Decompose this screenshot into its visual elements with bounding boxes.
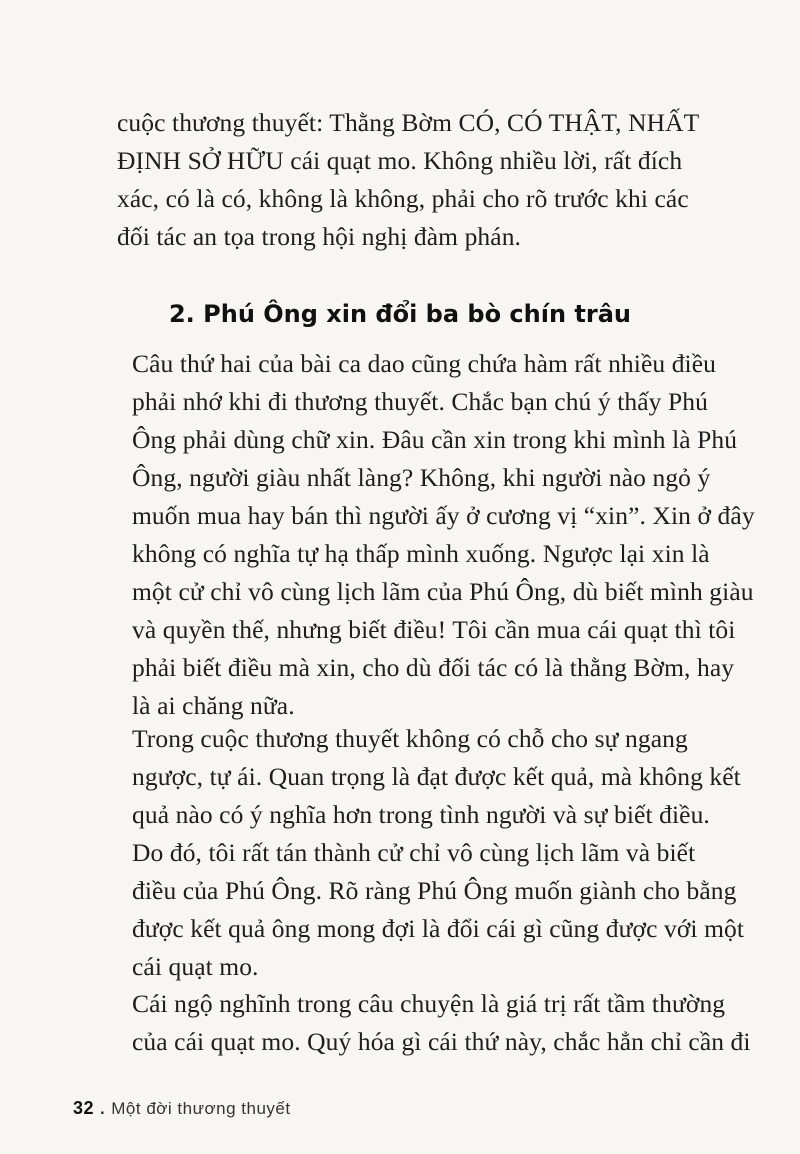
text-line: Trong cuộc thương thuyết không có chỗ cho sự ngang xyxy=(132,724,688,753)
text-line: được kết quả ông mong đợi là đổi cái gì cũng được với một xyxy=(132,914,745,943)
text-line: Câu thứ hai của bài ca dao cũng chứa hàm rất nhiều điều xyxy=(132,349,717,378)
page-footer xyxy=(73,1098,291,1119)
text-line: phải nhớ khi đi thương thuyết. Chắc bạn chú ý thấy Phú xyxy=(132,387,708,416)
text-line: quả nào có ý nghĩa hơn trong tình người và sự biết điều. xyxy=(132,800,710,829)
text-line: Ông, người giàu nhất làng? Không, khi người nào ngỏ ý xyxy=(132,463,711,492)
paragraph xyxy=(117,985,763,1061)
text-line: là ai chăng nữa. xyxy=(132,691,295,720)
text-line: của cái quạt mo. Quý hóa gì cái thứ này, chắc hẳn chỉ cần đi xyxy=(132,1027,751,1056)
text-line: ngược, tự ái. Quan trọng là đạt được kết quả, mà không kết xyxy=(132,762,741,791)
paragraph xyxy=(117,720,763,986)
text-line: và quyền thế, nhưng biết điều! Tôi cần mua cái quạt thì tôi xyxy=(132,615,736,644)
text-line: muốn mua hay bán thì người ấy ở cương vị “xin”. Xin ở đây xyxy=(132,501,755,530)
text-line: một cử chỉ vô cùng lịch lãm của Phú Ông, dù biết mình giàu xyxy=(132,577,754,606)
text-line: cái quạt mo. xyxy=(132,952,259,981)
text-line: Ông phải dùng chữ xin. Đâu cần xin trong khi mình là Phú xyxy=(132,425,738,454)
footer-separator: . xyxy=(100,1099,106,1118)
text-line: cuộc thương thuyết: Thằng Bờm CÓ, CÓ THẬT, NHẤT xyxy=(117,108,700,137)
book-title: Một đời thương thuyết xyxy=(111,1099,291,1118)
text-line: ĐỊNH SỞ HỮU cái quạt mo. Không nhiều lời, rất đích xyxy=(117,146,683,175)
paragraph xyxy=(117,345,763,725)
text-line: Cái ngộ nghĩnh trong câu chuyện là giá trị rất tầm thường xyxy=(132,989,726,1018)
page-number: 32 xyxy=(73,1098,95,1118)
text-line: không có nghĩa tự hạ thấp mình xuống. Ngược lại xin là xyxy=(132,539,710,568)
text-line: Do đó, tôi rất tán thành cử chỉ vô cùng lịch lãm và biết xyxy=(132,838,696,867)
text-line: điều của Phú Ông. Rõ ràng Phú Ông muốn giành cho bằng xyxy=(132,876,737,905)
text-line: phải biết điều mà xin, cho dù đối tác có là thằng Bờm, hay xyxy=(132,653,735,682)
section-heading: 2. Phú Ông xin đổi ba bò chín trâu xyxy=(168,300,632,328)
text-line: đối tác an tọa trong hội nghị đàm phán. xyxy=(117,222,522,251)
text-line: xác, có là có, không là không, phải cho rõ trước khi các xyxy=(117,184,689,213)
paragraph-continued xyxy=(117,104,763,256)
